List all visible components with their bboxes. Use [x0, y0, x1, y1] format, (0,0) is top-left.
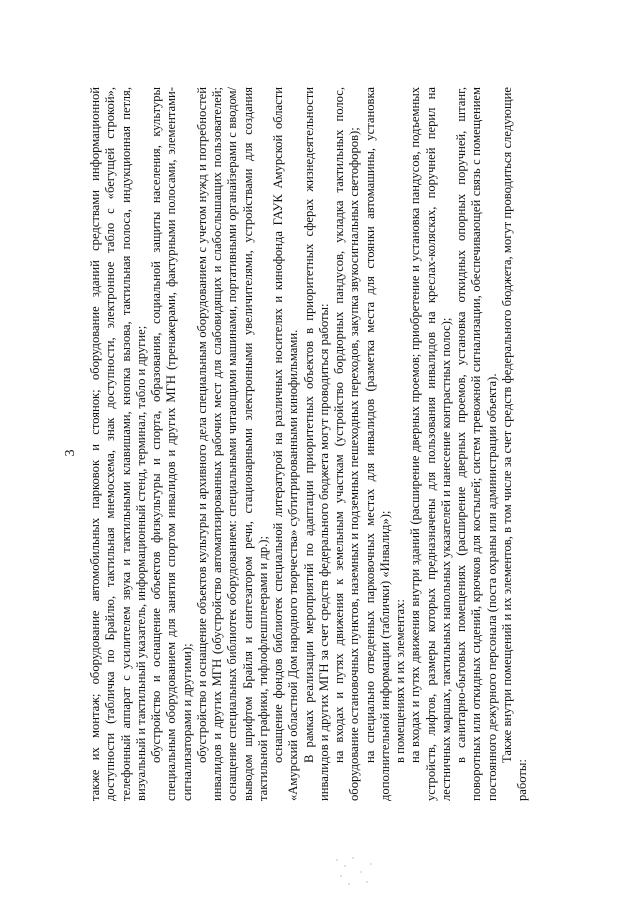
paragraph: в санитарно-бытовых помещениях (расширение дверных проемов, установка откидных опорных поручней, штанг, поворотных или откидных сидений, крючков для костылей; систем тревожной сигнализации, обеспечивающей связь с помещением постоянного дежурного персонала (поста охраны или администрации объекта).	[454, 87, 499, 801]
scan-smudge	[330, 855, 390, 895]
paragraph: обустройство и оснащение объектов культуры и архивного дела специальным оборудованием с учетом нужд и потребностей инвалидов и других МГН (обустройство автоматизированных рабочих мест для слабовидящих и слабослышащих пользователей; оснащение специальных библиотек оборудованием: специальными читающими машинами, портативными органайзерами с вводом/выводом шрифтом Брайля и синтезатором речи, стационарными электронными увеличителями, устройствами для создания тактильной графики, тифлофлешплеерами и др.);	[194, 87, 270, 801]
paragraph: В рамках реализации мероприятий по адаптации приоритетных объектов в приоритетных сферах жизнедеятельности инвалидов и других МГН за счет средств федерального бюджета могут проводиться работы:	[301, 87, 331, 801]
document-body	[84, 15, 564, 905]
paragraph: на входах и путях движения внутри зданий (расширение дверных проемов; приобретение и установка пандусов, подъемных устройств, лифтов, размеры которых предназначены для пользования инвалидов на креслах-колясках, поручней перил на лестничных маршах, тактильных напольных указателей и нанесение контрастных полос);	[408, 87, 453, 801]
paragraph: на входах и путях движения к земельным участкам (устройство бордюрных пандусов, укладка тактильных полос, оборудование остановочных пунктов, наземных и подземных пешеходных переходов, закупка звукосигнальных светофоров);	[332, 87, 362, 801]
paragraph: Также внутри помещений и их элементов, в том числе за счет средств федерального бюджета, могут проводиться следующие работы:	[499, 87, 529, 801]
paragraph: в помещениях и их элементах:	[393, 599, 407, 763]
paragraph: обустройство и оснащение объектов физкультуры и спорта, образования, социальной защиты населения, культуры специальным оборудованием для занятия спортом инвалидов и других МГН (тренажерами, фактурными полосами, элементами-сигнализаторами и другими);	[149, 87, 194, 801]
paragraph: также их монтаж; оборудование автомобильных парковок и стоянок; оборудование зданий средствами информационной доступности (табличка по Брайлю, тактильная мнемосхема, знак доступности, электронное табло с «бегущей строкой», телефонный аппарат с усилителем звука и тактильными клавишами, кнопка вызова, тактильная полоса, индукционная петля, визуальный и тактильный указатель, информационный стенд, терминал, табло и другие;	[88, 87, 148, 801]
paragraph: оснащение фондов библиотек специальной литературой на различных носителях и кинофонда ГАУК Амурской области «Амурский областной Дом народного творчества» субтитрированными кинофильмами.	[271, 87, 301, 801]
paragraph: на специально отведенных парковочных местах для инвалидов (разметка места для стоянки автомашины, установка дополнительной информации (таблички) «Инвалид»);	[362, 87, 392, 801]
page-number: 3	[63, 449, 78, 457]
